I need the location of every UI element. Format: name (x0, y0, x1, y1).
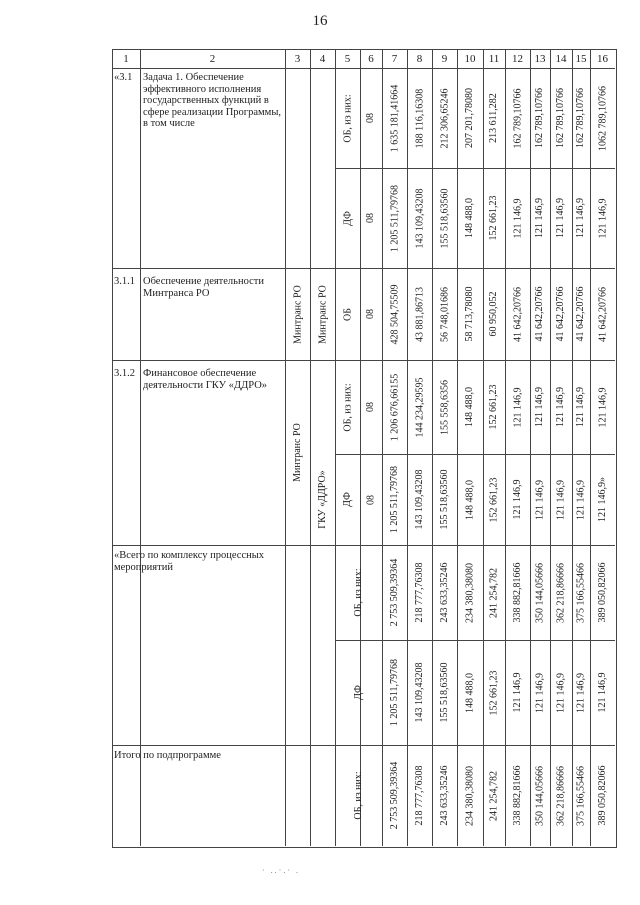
scan-artifact: · ..·.· . (262, 866, 300, 875)
value-cell: 143 109,43208 (414, 469, 425, 530)
value-cell: 362 218,86666 (555, 562, 566, 623)
funding-label: ОБ, из них: (342, 93, 353, 143)
executor-label: Минтранс РО (292, 284, 303, 344)
value-cell: 121 146,9 (534, 672, 545, 713)
value-cell: 121 146,9 (534, 387, 545, 427)
value-cell: 121 146,9 (512, 387, 523, 427)
column-number: 12 (512, 52, 523, 65)
value-cell: 121 146,9» (597, 477, 608, 522)
column-number: 10 (464, 52, 476, 65)
value-cell: 121 146,9 (597, 387, 608, 427)
value-cell: 148 488,0 (464, 479, 475, 520)
value-cell: 58 713,78080 (464, 286, 475, 342)
value-cell: 428 504,75509 (389, 284, 400, 344)
value-cell: 243 633,35246 (439, 562, 450, 623)
value-cell: 1 205 511,79768 (389, 658, 400, 727)
value-cell: 121 146,9 (512, 479, 523, 520)
row-title: Финансовое обеспечение деятельности ГКУ «ДДРО» (143, 368, 268, 391)
value-cell: 152 661,23 (488, 477, 499, 522)
executor-label: ГКУ «ДДРО» (317, 470, 328, 529)
row-id: «3.1 (114, 72, 133, 83)
value-cell: 243 633,35246 (439, 765, 450, 826)
value-cell: 121 146,9 (534, 198, 545, 238)
value-cell: 121 146,9 (512, 672, 523, 713)
value-cell: 207 201,78080 (464, 88, 475, 148)
value-cell: 389 050,82066 (597, 562, 608, 623)
row-title: Итого по подпрограмме (114, 750, 221, 761)
column-divider (310, 49, 311, 846)
value-cell: 338 882,81666 (512, 562, 523, 623)
code-label: 08 (365, 309, 376, 319)
value-cell: 234 380,38080 (464, 765, 475, 826)
value-cell: 148 488,0 (464, 198, 475, 238)
value-cell: 144 234,29595 (414, 377, 425, 437)
value-cell: 389 050,82066 (597, 765, 608, 826)
value-cell: 155 518,63560 (439, 662, 450, 723)
column-number: 6 (368, 52, 374, 65)
value-cell: 213 611,282 (488, 93, 499, 143)
value-cell: 152 661,23 (488, 670, 499, 715)
value-cell: 143 109,43208 (414, 662, 425, 723)
value-cell: 2 753 509,39364 (389, 558, 400, 627)
value-cell: 241 254,782 (488, 567, 499, 618)
page-number: 16 (312, 13, 328, 29)
column-number: 7 (391, 52, 398, 65)
value-cell: 60 950,052 (488, 291, 499, 337)
value-cell: 212 306,65246 (439, 88, 450, 148)
column-number: 9 (441, 52, 448, 65)
funding-label: ОБ (342, 307, 353, 321)
column-number: 8 (416, 52, 423, 65)
value-cell: 375 166,55466 (575, 562, 586, 623)
value-cell: 121 146,9 (555, 479, 566, 520)
column-number: 2 (209, 52, 216, 65)
value-cell: 375 166,55466 (575, 765, 586, 826)
value-cell: 41 642,20766 (597, 286, 608, 342)
row-title: «Всего по комплексу процессных мероприятий (114, 550, 265, 573)
column-number: 1 (123, 52, 129, 65)
value-cell: 1 205 511,79768 (389, 184, 400, 252)
column-number: 14 (555, 52, 567, 65)
value-cell: 162 789,10766 (555, 88, 566, 148)
row-id: 3.1.1 (114, 276, 135, 287)
executor-label: Минтранс РО (292, 423, 303, 482)
value-cell: 43 881,86713 (414, 286, 425, 342)
value-cell: 162 789,10766 (534, 88, 545, 148)
value-cell: 218 777,76308 (414, 765, 425, 826)
value-cell: 121 146,9 (575, 479, 586, 520)
value-cell: 41 642,20766 (534, 286, 545, 342)
value-cell: 155 518,63560 (439, 469, 450, 530)
value-cell: 152 661,23 (488, 384, 499, 430)
value-cell: 152 661,23 (488, 195, 499, 241)
column-number: 4 (319, 52, 326, 65)
value-cell: 218 777,76308 (414, 562, 425, 623)
funding-label: ОБ, из них: (342, 382, 353, 432)
value-cell: 338 882,81666 (512, 765, 523, 826)
value-cell: 188 116,16308 (414, 88, 425, 148)
code-label: 08 (365, 113, 376, 123)
value-cell: 121 146,9 (597, 198, 608, 238)
value-cell: 1062 789,10766 (597, 85, 608, 151)
value-cell: 148 488,0 (464, 672, 475, 713)
value-cell: 1 206 676,66155 (389, 373, 400, 441)
funding-label: ДФ (353, 685, 364, 700)
value-cell: 350 144,05666 (534, 765, 545, 826)
row-title: Обеспечение деятельности Минтранса РО (143, 276, 264, 299)
value-cell: 56 748,01686 (439, 286, 450, 342)
value-cell: 162 789,10766 (575, 88, 586, 148)
funding-label: ОБ, из них: (353, 568, 364, 617)
value-cell: 121 146,9 (575, 387, 586, 427)
value-cell: 1 205 511,79768 (389, 465, 400, 534)
value-cell: 143 109,43208 (414, 188, 425, 248)
value-cell: 1 635 181,41664 (389, 84, 400, 152)
column-number: 3 (294, 52, 301, 65)
code-label: 08 (365, 402, 376, 412)
funding-label: ДФ (342, 210, 353, 226)
column-number: 11 (488, 52, 500, 65)
value-cell: 155 558,6356 (439, 379, 450, 435)
value-cell: 121 146,9 (534, 479, 545, 520)
column-number: 13 (534, 52, 546, 65)
code-label: 08 (365, 213, 376, 223)
value-cell: 121 146,9 (597, 672, 608, 713)
value-cell: 148 488,0 (464, 387, 475, 427)
column-number: 16 (597, 52, 608, 65)
value-cell: 121 146,9 (555, 198, 566, 238)
funding-label: ОБ, из них: (353, 771, 364, 820)
value-cell: 41 642,20766 (555, 286, 566, 342)
row-title: Задача 1. Обеспечение эффективного исполнения государственных функций в сфере реализации Программы, в том числе (143, 72, 281, 129)
row-id: 3.1.2 (114, 368, 135, 379)
value-cell: 121 146,9 (575, 198, 586, 238)
value-cell: 2 753 509,39364 (389, 761, 400, 830)
value-cell: 155 518,63560 (439, 188, 450, 248)
code-label: 08 (365, 494, 376, 505)
value-cell: 121 146,9 (555, 672, 566, 713)
executor-label: Минтранс РО (317, 284, 328, 344)
value-cell: 350 144,05666 (534, 562, 545, 623)
value-cell: 362 218,86666 (555, 765, 566, 826)
value-cell: 41 642,20766 (575, 286, 586, 342)
funding-label: ДФ (342, 492, 353, 507)
value-cell: 234 380,38080 (464, 562, 475, 623)
value-cell: 121 146,9 (512, 198, 523, 238)
column-number: 5 (344, 52, 351, 65)
value-cell: 162 789,10766 (512, 88, 523, 148)
value-cell: 121 146,9 (555, 387, 566, 427)
column-divider (140, 49, 141, 846)
column-number: 15 (575, 52, 587, 65)
value-cell: 121 146,9 (575, 672, 586, 713)
value-cell: 241 254,782 (488, 770, 499, 821)
value-cell: 41 642,20766 (512, 286, 523, 342)
